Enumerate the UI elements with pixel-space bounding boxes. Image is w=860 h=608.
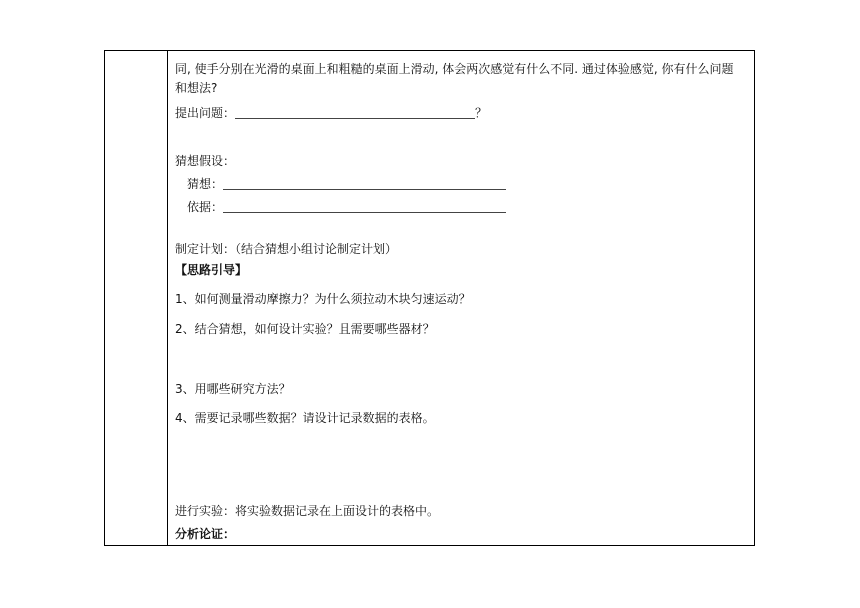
analysis-heading: 分析论证： [175, 527, 236, 541]
guess-blank[interactable] [223, 177, 506, 190]
guide-item-3: 3、用哪些研究方法？ [175, 382, 291, 396]
intro-line-1: 同, 使手分别在光滑的桌面上和粗糙的桌面上滑动, 体会两次感觉有什么不同. 通过体验感觉, 你有什么问题 [175, 62, 734, 76]
guide-item-4: 4、需要记录哪些数据？请设计记录数据的表格。 [175, 411, 435, 425]
plan-text: 制定计划：（结合猜想小组讨论制定计划） [175, 242, 398, 256]
guess-label: 猜想： [187, 177, 224, 191]
basis-label: 依据： [187, 200, 224, 214]
guess-row [187, 176, 506, 192]
question-suffix: ？ [475, 106, 488, 120]
question-row [175, 105, 487, 121]
guide-heading: 【思路引导】 [175, 263, 248, 277]
question-label: 提出问题： [175, 106, 236, 120]
question-blank[interactable] [235, 106, 475, 119]
basis-blank[interactable] [223, 200, 506, 213]
hypothesis-heading: 猜想假设： [175, 154, 236, 168]
guide-item-1: 1、如何测量滑动摩擦力？为什么须拉动木块匀速运动？ [175, 292, 471, 306]
guide-item-2: 2、结合猜想，如何设计实验？且需要哪些器材？ [175, 322, 435, 336]
worksheet-table [104, 50, 755, 546]
left-column-cell [105, 51, 168, 545]
content-cell [175, 51, 754, 545]
basis-row [187, 199, 506, 215]
intro-line-2: 和想法? [175, 81, 218, 95]
experiment-text: 进行实验：将实验数据记录在上面设计的表格中。 [175, 504, 440, 518]
